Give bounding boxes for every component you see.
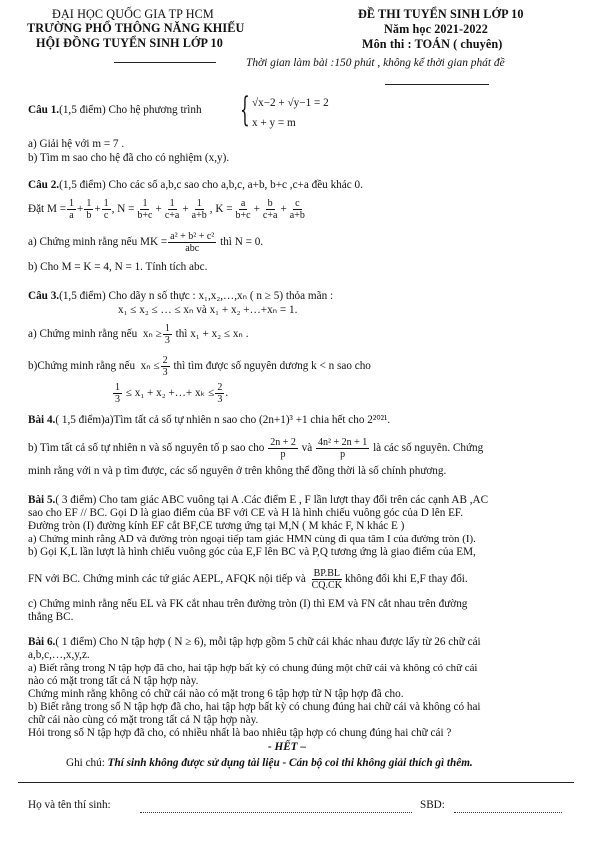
- q6-line7: chữ cái nào cùng có mặt trong tất cả N tập hợp này.: [28, 714, 259, 726]
- q2-label: Câu 2.: [28, 179, 60, 191]
- q6-l1: ( 1 điểm) Cho N tập hợp ( N ≥ 6), mỗi tập hợp gồm 5 chữ cái khác nhau được lấy từ 26 chữ cái: [55, 636, 481, 648]
- frac-den: CQ.CK: [311, 580, 342, 591]
- frac-1-c: $\frac{1}{c}$: [103, 198, 109, 221]
- end-marker: - HẾT –: [268, 741, 306, 753]
- school-name: TRƯỜNG PHỔ THÔNG NĂNG KHIẾU: [27, 21, 245, 35]
- q4-a-text: ( 1,5 điểm)a)Tìm tất cả số tự nhiên n sao cho (2n+1)³ +1 chia hết cho 2²⁰²¹.: [55, 414, 391, 426]
- q3-line: [28, 290, 333, 303]
- q5-l6-suffix: không đổi khi E,F thay đổi.: [344, 573, 468, 585]
- q3-a-prefix: a) Chứng minh rằng nếu: [28, 328, 138, 340]
- q1-points: (1,5 điểm) Cho hệ phương trình: [59, 104, 202, 116]
- q6-line3: a) Biết rằng trong N tập hợp đã cho, hai tập hợp bất kỳ có chung đúng một chữ cái và không có chữ cái: [28, 662, 478, 674]
- frac-num: BP.BL: [313, 568, 340, 579]
- q5-line7: c) Chứng minh rằng nếu EL và FK cắt nhau trên đường tròn (I) thì EM và FN cắt nhau trên đường: [28, 598, 468, 610]
- frac-squares-abc: $\frac{\text{a² + b² + c²}}{\text{abc}}$: [170, 231, 215, 254]
- q5-l6-prefix: FN với BC. Chứng minh các tứ giác AEPL, AFQK nội tiếp và: [28, 573, 306, 585]
- frac-1-3-b: $\frac{1}{3}$: [115, 382, 120, 405]
- admission-council: HỘI ĐỒNG TUYỂN SINH LỚP 10: [36, 36, 223, 50]
- q4-b: [28, 437, 483, 460]
- candidate-name-line[interactable]: [140, 812, 412, 813]
- q2-a: a) Chứng minh rằng nếu MK = $\frac{\text{a² + b² + c²}}{\text{abc}}$ thì N = 0.: [28, 231, 264, 254]
- note-label: Ghi chú:: [66, 757, 105, 769]
- q4-b-mid: và: [301, 442, 313, 454]
- footer-note: [66, 757, 473, 770]
- frac-2n2-p: $\frac{2n + 2}{p}$: [270, 437, 296, 460]
- frac-c-ab: $\frac{c}{a+b}$: [289, 198, 305, 221]
- q6-line8: Hỏi trong số N tập hợp đã cho, có nhiều nhất là bao nhiêu tập hợp có chung đúng hai chữ cái ?: [28, 727, 452, 739]
- school-year: Năm học 2021-2022: [384, 22, 488, 36]
- frac-2-3-b: $\frac{2}{3}$: [217, 382, 223, 405]
- q2-a-prefix: a) Chứng minh rằng nếu: [28, 236, 138, 248]
- frac-2-3: $\frac{2}{3}$: [162, 355, 168, 378]
- q4-label: Bài 4.: [28, 414, 56, 426]
- system-brace: {: [240, 90, 250, 130]
- header-right-rule: [385, 84, 489, 85]
- q3-b-prefix: b)Chứng minh rằng nếu: [28, 360, 136, 372]
- frac-1-ab: $\frac{1}{a+b}$: [191, 198, 207, 221]
- q5-line2: sao cho EF // BC. Gọi D là giao điểm của BF với CE và H là hình chiếu vuông góc của D lên EF.: [28, 507, 464, 519]
- q5-line4: a) Chứng minh rằng AD và đường tròn ngoại tiếp tam giác HMN cùng đi qua tâm I của đường tròn (I).: [28, 533, 476, 545]
- q4-b-prefix: b) Tìm tất cả số tự nhiên n và số nguyên tố p sao cho: [28, 442, 265, 454]
- sbd-label: SBD:: [420, 799, 445, 811]
- frac-bpbl-cqck: [310, 568, 344, 591]
- q5-line1: [28, 494, 488, 507]
- q6-line2: a,b,c,…,x,y,z.: [28, 649, 90, 661]
- q1-eq2: x + y = m: [252, 117, 296, 129]
- q3-b-inequality: $\frac{1}{3}$ ≤ x₁ + x₂ +…+ xₖ ≤ $\frac{2}{3}$ .: [115, 382, 229, 405]
- q2-intro: (1,5 điểm) Cho các số a,b,c sao cho a,b,c, a+b, b+c ,c+a đều khác 0.: [59, 179, 363, 191]
- q6-line5: Chứng minh rằng không có chữ cái nào có mặt trong 6 tập hợp từ N tập hợp đã cho.: [28, 688, 404, 700]
- frac-1-3: $\frac{1}{3}$: [164, 323, 170, 346]
- q4-b-suffix: là các số nguyên. Chứng: [373, 442, 484, 454]
- frac-1-b: $\frac{1}{b}$: [86, 198, 92, 221]
- q1-line: [28, 104, 202, 117]
- header-left-rule: [114, 62, 216, 63]
- q5-line8: thẳng BC.: [28, 611, 74, 623]
- q2-definitions: Đặt M = $\frac{1}{a}$ + $\frac{1}{b}$ + $\frac{1}{c}$ , N = $\frac{1}{b+c}$ + $\frac{1}{c+a}$ + $\frac{1}{a+b}$ , K = $\frac{a}{b+c}$ + $\frac{b}{c+a}$ + $\frac{c}{a+b}$: [28, 198, 305, 221]
- q6-line1: [28, 636, 481, 649]
- q5-line3: Đường tròn (I) đường kính EF cắt BF,CE tương ứng tại M,N ( M khác F, N khác E ): [28, 520, 405, 532]
- exam-title: ĐỀ THI TUYỂN SINH LỚP 10: [358, 7, 524, 21]
- q2-a-suffix: thì N = 0.: [220, 236, 264, 248]
- frac-1-ca: $\frac{1}{c+a}$: [164, 198, 180, 221]
- frac-a-bc: $\frac{a}{b+c}$: [235, 198, 251, 221]
- q3-b: b)Chứng minh rằng nếu xₙ ≤ $\frac{2}{3}$ thì tìm được số nguyên dương k < n sao cho: [28, 355, 371, 378]
- frac-b-ca: $\frac{b}{c+a}$: [262, 198, 278, 221]
- q4-b-line2: minh rằng với n và p tìm được, các số nguyên ở trên không thể đồng thời là số chính phương.: [28, 465, 447, 477]
- footer-divider: [18, 782, 574, 783]
- q6-line4: nào có mặt trong tất cả N tập hợp này.: [28, 675, 199, 687]
- q2-b: b) Cho M = K = 4, N = 1. Tính tích abc.: [28, 261, 208, 273]
- q4-a: [28, 414, 390, 427]
- sbd-line[interactable]: [454, 812, 562, 813]
- q2-dat: Đặt: [28, 203, 45, 215]
- q6-label: Bài 6.: [28, 636, 56, 648]
- q5-line6: [28, 568, 468, 591]
- q1-eq1: √x−2 + √y−1 = 2: [252, 97, 329, 109]
- frac-1-bc: $\frac{1}{b+c}$: [137, 198, 153, 221]
- q5-line5: b) Gọi K,L lần lượt là hình chiếu vuông góc của E,F lên BC và P,Q tương ứng là giao điểm của EM,: [28, 546, 476, 558]
- q3-b-suffix: thì tìm được số nguyên dương k < n sao cho: [173, 360, 371, 372]
- candidate-name-label: Họ và tên thí sinh:: [28, 799, 111, 811]
- q1-label: Câu 1.: [28, 104, 60, 116]
- q3-a: a) Chứng minh rằng nếu xₙ ≥ $\frac{1}{3}$ thì x₁ + x₂ ≤ xₙ .: [28, 323, 249, 346]
- frac-1-a: $\frac{1}{a}$: [69, 198, 75, 221]
- frac-4n2-p: $\frac{\text{4n² + 2n + 1}}{p}$: [318, 437, 368, 460]
- q2-line: [28, 179, 363, 192]
- q1-b: b) Tìm m sao cho hệ đã cho có nghiệm (x,y).: [28, 152, 230, 164]
- q1-a: a) Giải hệ với m = 7 .: [28, 138, 125, 150]
- time-note: Thời gian làm bài :150 phút , không kể thời gian phát đề: [246, 57, 505, 69]
- note-text: Thí sinh không được sử dụng tài liệu - Cán bộ coi thi không giải thích gì thêm.: [107, 757, 473, 769]
- q3-condition: x₁ ≤ x₂ ≤ … ≤ xₙ và x₁ + x₂ +…+xₙ = 1.: [118, 304, 298, 316]
- university-name: ĐẠI HỌC QUỐC GIA TP HCM: [52, 7, 214, 21]
- q5-l1: ( 3 điểm) Cho tam giác ABC vuông tại A .Các điểm E , F lần lượt thay đổi trên các cạnh AB ,AC: [55, 494, 489, 506]
- q3-label: Câu 3.: [28, 290, 60, 302]
- q6-line6: b) Biết rằng trong số N tập hợp đã cho, hai tập hợp bất kỳ có chung đúng hai chữ cái và không có hai: [28, 701, 481, 713]
- subject: Môn thi : TOÁN ( chuyên): [362, 37, 503, 51]
- q3-a-suffix: thì x₁ + x₂ ≤ xₙ .: [175, 328, 249, 340]
- q3-intro: (1,5 điểm) Cho dãy n số thực : x₁,x₂,…,xₙ ( n ≥ 5) thỏa mãn :: [59, 290, 334, 302]
- q5-label: Bài 5.: [28, 494, 56, 506]
